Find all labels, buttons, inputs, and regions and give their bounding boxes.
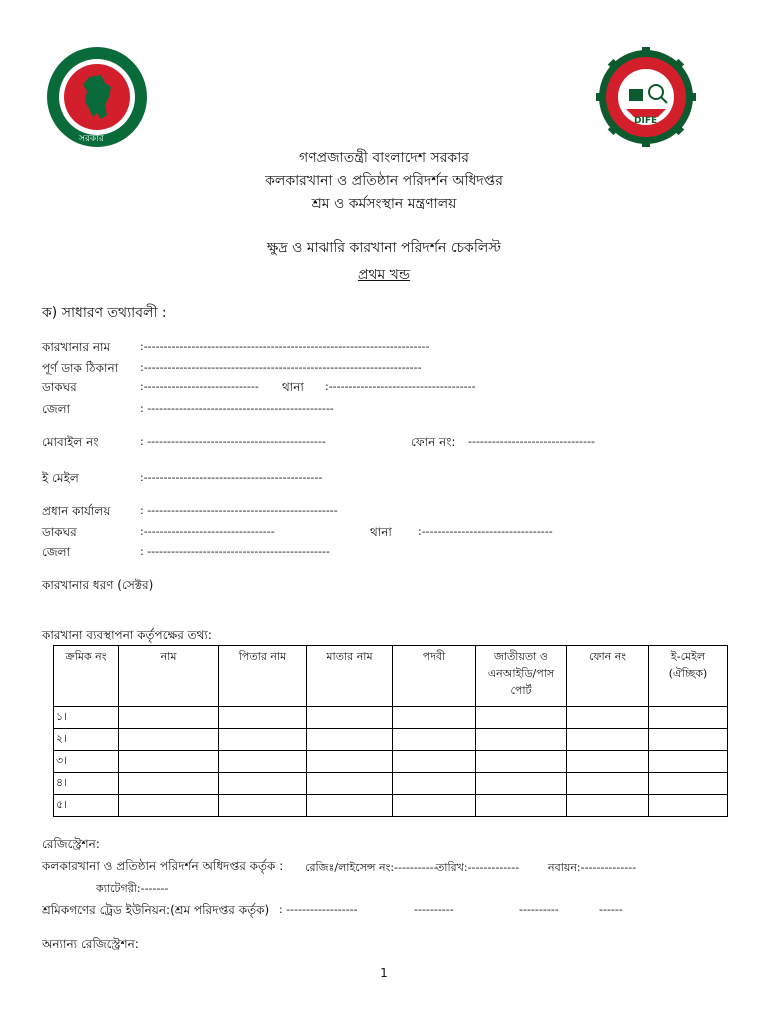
district-2-label: জেলা: [42, 545, 71, 559]
table-cell[interactable]: [219, 729, 307, 751]
table-row: [54, 795, 728, 817]
table-cell[interactable]: [119, 751, 219, 773]
table-cell[interactable]: [219, 795, 307, 817]
registration-authority-label: কলকারখানা ও প্রতিষ্ঠান পরিদর্শন অধিদপ্তর কর্তৃক :: [42, 859, 284, 873]
row-serial: ৫।: [54, 795, 119, 817]
address-field[interactable]: :----------------------------------------------------------------------: [140, 361, 422, 374]
table-cell[interactable]: [219, 707, 307, 729]
government-seal-logo: [45, 45, 149, 149]
factory-type-label: কারখানার ধরণ (সেক্টর): [42, 578, 154, 592]
table-cell[interactable]: [649, 751, 728, 773]
header-line-3: শ্রম ও কর্মসংস্থান মন্ত্রণালয়: [311, 196, 457, 212]
mobile-field[interactable]: : ---------------------------------------------: [140, 435, 326, 448]
table-cell[interactable]: [476, 773, 567, 795]
license-number-field[interactable]: রেজিঃ/লাইসেন্স নং:-----------: [305, 861, 438, 874]
seal-text-bottom: সরকার: [79, 134, 104, 144]
col-header: ক্রমিক নং: [54, 646, 119, 707]
thana-field[interactable]: :-------------------------------------: [325, 380, 476, 393]
row-serial: ৩।: [54, 751, 119, 773]
col-header: নাম: [119, 646, 219, 707]
factory-name-field[interactable]: :------------------------------------------------------------------------: [140, 340, 430, 353]
mobile-label: মোবাইল নং: [42, 435, 99, 449]
dife-logo-label: DIFE: [634, 116, 658, 126]
table-cell[interactable]: [649, 729, 728, 751]
col-header: জাতীয়তা ও এনআইডি/পাস পোর্ট: [476, 646, 567, 707]
table-cell[interactable]: [307, 773, 393, 795]
trade-union-field-2[interactable]: ----------: [414, 903, 454, 916]
dife-logo: [596, 47, 696, 147]
table-cell[interactable]: [393, 773, 476, 795]
table-cell[interactable]: [119, 795, 219, 817]
document-title: ক্ষুদ্র ও মাঝারি কারখানা পরিদর্শন চেকলিস্ট: [267, 240, 501, 256]
other-registration-label: অন্যান্য রেজিস্ট্রেশন:: [42, 937, 139, 951]
district-field[interactable]: : -----------------------------------------------: [140, 402, 334, 415]
table-cell[interactable]: [649, 707, 728, 729]
thana-label: থানা: [282, 380, 304, 394]
table-row: [54, 729, 728, 751]
table-cell[interactable]: [393, 795, 476, 817]
table-row: [54, 707, 728, 729]
col-header: ফোন নং: [567, 646, 649, 707]
document-subtitle: প্রথম খন্ড: [357, 267, 411, 283]
table-cell[interactable]: [567, 707, 649, 729]
table-cell[interactable]: [393, 707, 476, 729]
table-cell[interactable]: [476, 795, 567, 817]
table-cell[interactable]: [393, 729, 476, 751]
row-serial: ১।: [54, 707, 119, 729]
section-a-heading: ক) সাধারণ তথ্যাবলী :: [42, 305, 167, 321]
table-header-row: [54, 646, 728, 707]
table-cell[interactable]: [476, 751, 567, 773]
post-office-2-label: ডাকঘর: [42, 525, 77, 539]
head-office-field[interactable]: : ------------------------------------------------: [140, 504, 338, 517]
table-cell[interactable]: [119, 773, 219, 795]
col-header: মাতার নাম: [307, 646, 393, 707]
table-cell[interactable]: [219, 751, 307, 773]
address-label: পূর্ণ ডাক ঠিকানা: [42, 361, 119, 375]
district-label: জেলা: [42, 402, 71, 416]
table-cell[interactable]: [567, 773, 649, 795]
row-serial: ২।: [54, 729, 119, 751]
email-label: ই মেইল: [42, 471, 79, 485]
factory-name-label: কারখানার নাম: [42, 340, 111, 354]
district-2-field[interactable]: : ----------------------------------------------: [140, 545, 330, 558]
header-line-1: গণপ্রজাতন্ত্রী বাংলাদেশ সরকার: [299, 150, 469, 166]
table-cell[interactable]: [567, 795, 649, 817]
post-office-field[interactable]: :-----------------------------: [140, 380, 259, 393]
phone-label: ফোন নং:: [411, 435, 456, 449]
table-cell[interactable]: [649, 773, 728, 795]
table-cell[interactable]: [119, 707, 219, 729]
table-cell[interactable]: [649, 795, 728, 817]
table-row: [54, 773, 728, 795]
header-line-2: কলকারখানা ও প্রতিষ্ঠান পরিদর্শন অধিদপ্তর: [265, 173, 503, 189]
trade-union-field-4[interactable]: ------: [599, 903, 623, 916]
management-table: [53, 645, 728, 817]
table-cell[interactable]: [567, 729, 649, 751]
col-header: ই-মেইল (ঐচ্ছিক): [649, 646, 728, 707]
table-cell[interactable]: [393, 751, 476, 773]
category-field[interactable]: ক্যাটেগরী:-------: [96, 882, 169, 895]
page-number: 1: [380, 966, 388, 980]
trade-union-field-1[interactable]: : ------------------: [279, 903, 358, 916]
col-header: পিতার নাম: [219, 646, 307, 707]
table-cell[interactable]: [307, 729, 393, 751]
table-cell[interactable]: [307, 707, 393, 729]
table-row: [54, 751, 728, 773]
management-label: কারখানা ব্যবস্থাপনা কর্তৃপক্ষের তথ্য:: [42, 628, 212, 642]
table-cell[interactable]: [567, 751, 649, 773]
post-office-2-field[interactable]: :---------------------------------: [140, 525, 275, 538]
col-header: পদবী: [393, 646, 476, 707]
table-cell[interactable]: [476, 729, 567, 751]
email-field[interactable]: :---------------------------------------------: [140, 471, 323, 484]
table-cell[interactable]: [219, 773, 307, 795]
table-cell[interactable]: [476, 707, 567, 729]
registration-heading: রেজিস্ট্রেশন:: [42, 837, 100, 851]
table-cell[interactable]: [307, 795, 393, 817]
thana-2-label: থানা: [370, 525, 392, 539]
phone-field[interactable]: --------------------------------: [468, 435, 596, 448]
table-cell[interactable]: [307, 751, 393, 773]
post-office-label: ডাকঘর: [42, 380, 77, 394]
thana-2-field[interactable]: :---------------------------------: [418, 525, 553, 538]
trade-union-field-3[interactable]: ----------: [519, 903, 559, 916]
registration-date-field[interactable]: তারিখ:-------------: [436, 861, 520, 874]
renewal-field[interactable]: নবায়ন:--------------: [548, 861, 637, 874]
table-cell[interactable]: [119, 729, 219, 751]
head-office-label: প্রধান কার্যালয়: [42, 504, 111, 518]
trade-union-label: শ্রমিকগণের ট্রেড ইউনিয়ন:(শ্রম পরিদপ্তর কর্তৃক): [42, 903, 270, 917]
row-serial: ৪।: [54, 773, 119, 795]
